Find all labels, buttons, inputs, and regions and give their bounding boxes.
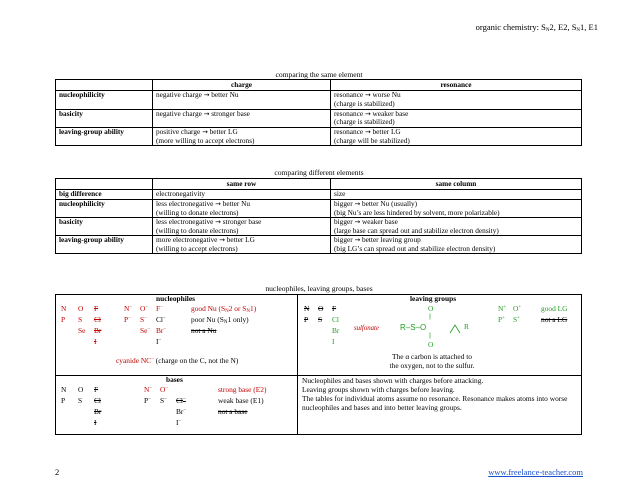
- table-row: basicity negative charge → stronger base resonance → weaker base (charge is stabilized): [56, 109, 582, 127]
- arrow-icon: →: [365, 127, 371, 136]
- table-different-elements: [55, 178, 582, 254]
- alpha-carbon-note: The α carbon is attached to the oxygen, not to the sulfur.: [389, 352, 475, 370]
- nucleophiles-box: nucleophiles N O F P S Cl Se Br I N− O− F− P− S− Cl− Se− Br− I− good Nu ($S_N2$ or $S_N1$) poor Nu ($S_N1$ only) not a Nu cyanide NC− (charge on the C, not the N): [55, 294, 298, 376]
- corner-cell: [56, 80, 153, 91]
- leaving-groups-title: leaving groups: [410, 294, 457, 303]
- table-row: leaving-group ability positive charge → better LG (more willing to accept electrons) resonance → better LG (charge will be stabilized): [56, 127, 582, 145]
- caption-different-elements: comparing different elements: [274, 168, 364, 177]
- sulfonate-structure: R–S–O: [400, 323, 427, 332]
- arrow-icon: →: [202, 127, 208, 136]
- table-row: basicity less electronegative → stronger base (willing to donate electrons) bigger → weaker base (large base can spread out and stabilize electron density): [56, 217, 582, 235]
- col-header-charge: charge: [153, 80, 331, 91]
- col-header-same-row: same row: [153, 179, 331, 190]
- col-header-resonance: resonance: [331, 80, 582, 91]
- bases-title: bases: [166, 375, 183, 384]
- arrow-icon: →: [215, 199, 221, 208]
- table-row: nucleophilicity negative charge → better Nu resonance → worse Nu (charge is stabilized): [56, 91, 582, 109]
- website-link[interactable]: www.freelance-teacher.com: [488, 467, 583, 477]
- sulfonate-bracket: [448, 321, 462, 338]
- arrow-icon: →: [203, 91, 210, 100]
- cyanide-note: cyanide NC− (charge on the C, not the N): [116, 356, 239, 365]
- notes-text: Nucleophiles and bases shown with charges before attacking. Leaving groups shown with charges before leaving. The tables for individual atoms assume no resonance. Resonance makes atoms into worse nucleophiles and bases and into better leaving groups.: [302, 376, 568, 412]
- col-header-same-column: same column: [331, 179, 582, 190]
- caption-same-element: comparing the same element: [275, 70, 363, 79]
- arrow-icon: →: [365, 109, 371, 118]
- arrow-icon: →: [203, 109, 210, 118]
- sulfonate-o-top: O: [428, 304, 434, 313]
- sulfonate-label: sulfonate: [354, 325, 379, 332]
- page-header-title: organic chemistry: $S_N2$, E2, $S_N1$, E1: [475, 22, 598, 33]
- nucleophiles-title: nucleophiles: [156, 294, 196, 303]
- arrow-icon: →: [219, 236, 225, 245]
- arrow-icon: →: [215, 217, 221, 226]
- corner-cell: [56, 179, 153, 190]
- sulfonate-o-bottom: O: [428, 340, 434, 349]
- caption-nucleophiles-leaving-groups-bases: nucleophiles, leaving groups, bases: [265, 284, 373, 293]
- leaving-groups-box: leaving groups N O F P S Cl Br I sulfonate O || R–S–O || O R N+ O+ P+ S+ good LG not a LG The α carbon is attached to the oxygen, not to the sulfur.: [297, 294, 582, 376]
- bases-box: bases N O F P S Cl Br I N− O− P− S− Cl− Br− I− strong base (E2) weak base (E1) not a base: [55, 375, 298, 435]
- sulfonate-r-bond: [448, 321, 462, 335]
- table-row: nucleophilicity less electronegative → better Nu (willing to donate electrons) bigger → better Nu (usually) (big Nu’s are less hindered by solvent, more polarizable): [56, 199, 582, 217]
- notes-box: [297, 375, 582, 435]
- arrow-icon: →: [354, 217, 361, 226]
- table-row: leaving-group ability more electronegative → better LG (willing to accept electrons) bigger → better leaving group (big LG’s can spread out and stabilize electron density): [56, 236, 582, 254]
- arrow-icon: →: [354, 199, 361, 208]
- arrow-icon: →: [365, 91, 371, 100]
- table-row: big difference electronegativity size: [56, 190, 582, 199]
- page-number: 2: [55, 467, 60, 477]
- table-same-element: [55, 79, 582, 146]
- arrow-icon: →: [354, 236, 361, 245]
